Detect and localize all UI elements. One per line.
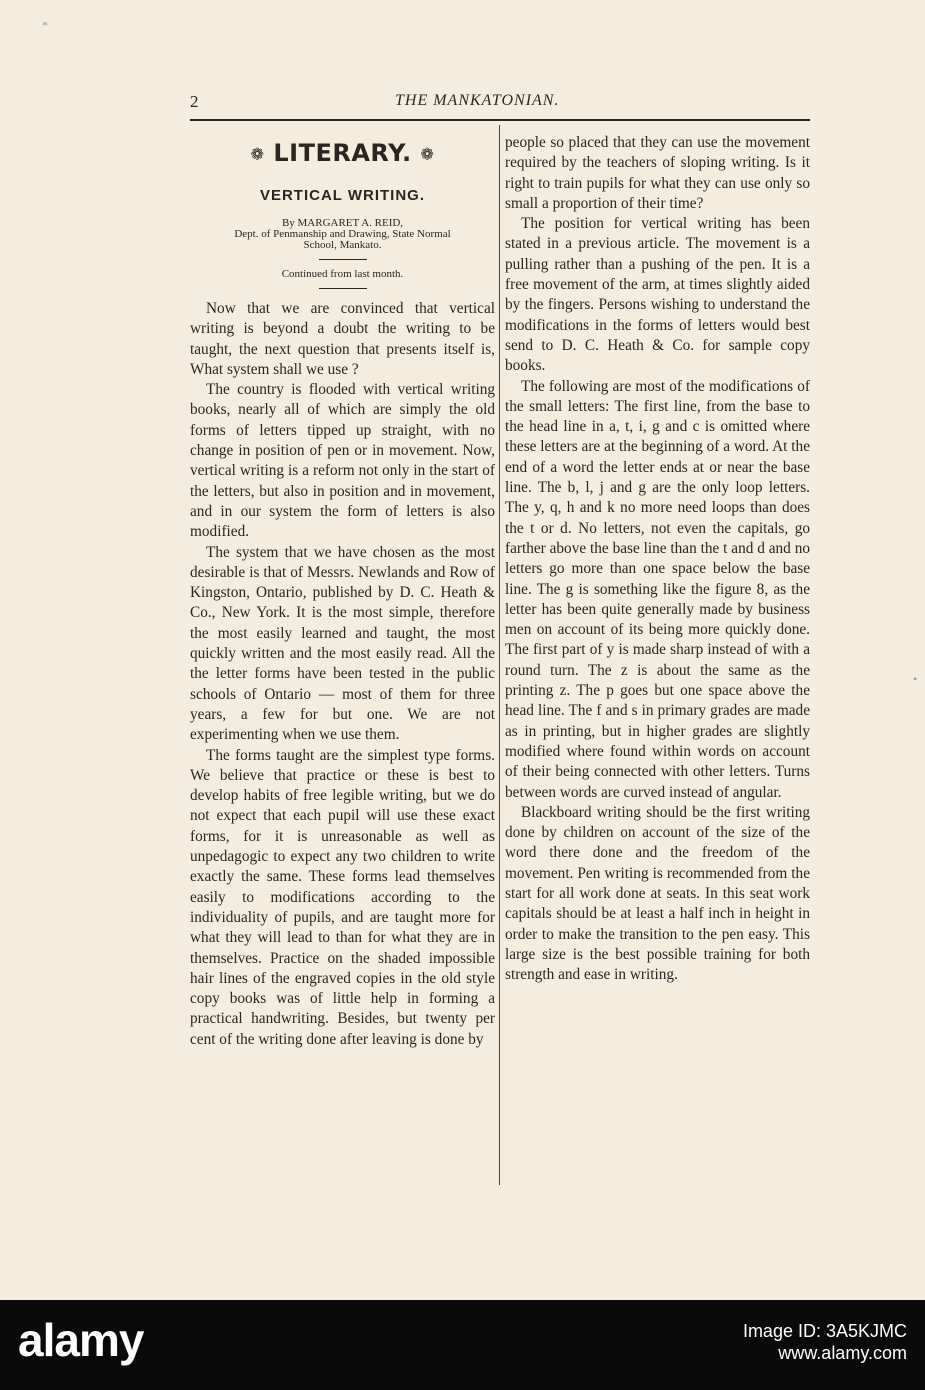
- paper-speck: *: [42, 18, 48, 32]
- site-url: www.alamy.com: [778, 1343, 907, 1363]
- right-column: [505, 133, 810, 985]
- left-column: [190, 133, 495, 1050]
- author-affiliation: [190, 229, 495, 251]
- page-number: 2: [190, 92, 199, 111]
- running-title: THE MANKATONIAN.: [395, 92, 560, 109]
- ornament-left-icon: ❁: [250, 144, 265, 164]
- paragraph: The country is flooded with vertical writing books, nearly all of which are simply the old forms of letters tipped up straight, with no change in position of pen or in movement. Now, vertical writing is a reform not only in the start of the letters, but also in position and in movement, and in our system the form of letters is also modified.: [190, 381, 495, 541]
- paragraph: The forms taught are the simplest type forms. We believe that practice or these is best to develop habits of free legible writing, but we do not expect that each pupil will use these exact forms, for it is unreasonable as well as unpedagogic to expect any two children to write exactly the same. These forms lead themselves easily to modifications according to the individuality of pupils, and are taught more for what they will lead to than for what they are in themselves. Practice on the shaded impossible hair lines of the engraved copies in the old style copy books was of little help in forming a practical handwriting. Besides, but twenty per cent of the writing done after leaving is done by: [190, 746, 495, 1048]
- paragraph: The position for vertical writing has been stated in a previous article. The movement is a pulling rather than a pushing of the pen. It is a free movement of the arm, at times slightly aided by the fingers. Persons wishing to understand the modifications in the forms of letters would best send to D. C. Heath & Co. for sample copy books.: [505, 215, 810, 375]
- image-id-label: Image ID: 3A5KJMC: [742, 1321, 907, 1341]
- watermark-info: [743, 1320, 907, 1364]
- ornament-right-icon: ❁: [420, 144, 435, 164]
- header-rule: [190, 119, 810, 121]
- paragraph: Blackboard writing should be the first writing done by children on account of the size of the word there done and the freedom of the movement. Pen writing is recommended from the start for all work done at seats. In this seat work capitals should be at least a half inch in height in order to make the transition to the pen easy. This large size is the best possible training for both strength and ease in writing.: [505, 803, 810, 984]
- paragraph: people so placed that they can use the movement required by the teachers of sloping writing. Is it right to train pupils for what they can use only so small a proportion of their time?: [505, 134, 810, 212]
- paragraph: The system that we have chosen as the most desirable is that of Messrs. Newlands and Row of Kingston, Ontario, published by D. C. Heath & Co., New York. It is the most simple, therefore the most easily learned and taught, the most quickly written and the most easily read. All the the letter forms have been tested in the public schools of Ontario — most of them for three years, a few for but one. We are not experimenting when we use them.: [190, 543, 495, 744]
- section-title-text: LITERARY.: [273, 139, 412, 167]
- alamy-logo: alamy: [18, 1314, 144, 1366]
- divider-rule: [319, 259, 367, 260]
- article-title: VERTICAL WRITING.: [259, 187, 426, 204]
- section-title: [190, 139, 495, 173]
- affiliation-line: Dept. of Penmanship and Drawing, State Normal: [234, 228, 451, 240]
- paragraph: Now that we are convinced that vertical writing is beyond a doubt the writing to be taught, the next question that presents itself is, What system shall we use ?: [190, 300, 495, 378]
- affiliation-line: School, Mankato.: [303, 239, 382, 251]
- paragraph: The following are most of the modifications of the small letters: The first line, from the base to the head line in a, t, i, g and c is omitted where these letters are at the beginning of a word. At the end of a word the letter ends at or near the base line. The b, l, j and g are the only loop letters. The y, q, h and k no more need loops than does the t or d. No letters, not even the capitals, go farther above the base line than the t and d and no letters go more than one space below the base line. The g is something like the figure 8, as the letter has been quite generally made by business men on account of its being more quickly done. The first part of y is made sharp instead of with a round turn. The z is about the same as the printing z. The p goes but one space above the head line. The f and s in primary grades are made as in printing, but in higher grades are slightly modified where found within words on account of their being connected with other letters. Turns between words are curved instead of angular.: [505, 377, 810, 801]
- continued-note: Continued from last month.: [281, 268, 404, 280]
- divider-rule: [319, 288, 367, 289]
- column-divider: [499, 125, 500, 1185]
- article-byline: By MARGARET A. REID,: [281, 217, 404, 229]
- paper-speck: •: [913, 672, 918, 686]
